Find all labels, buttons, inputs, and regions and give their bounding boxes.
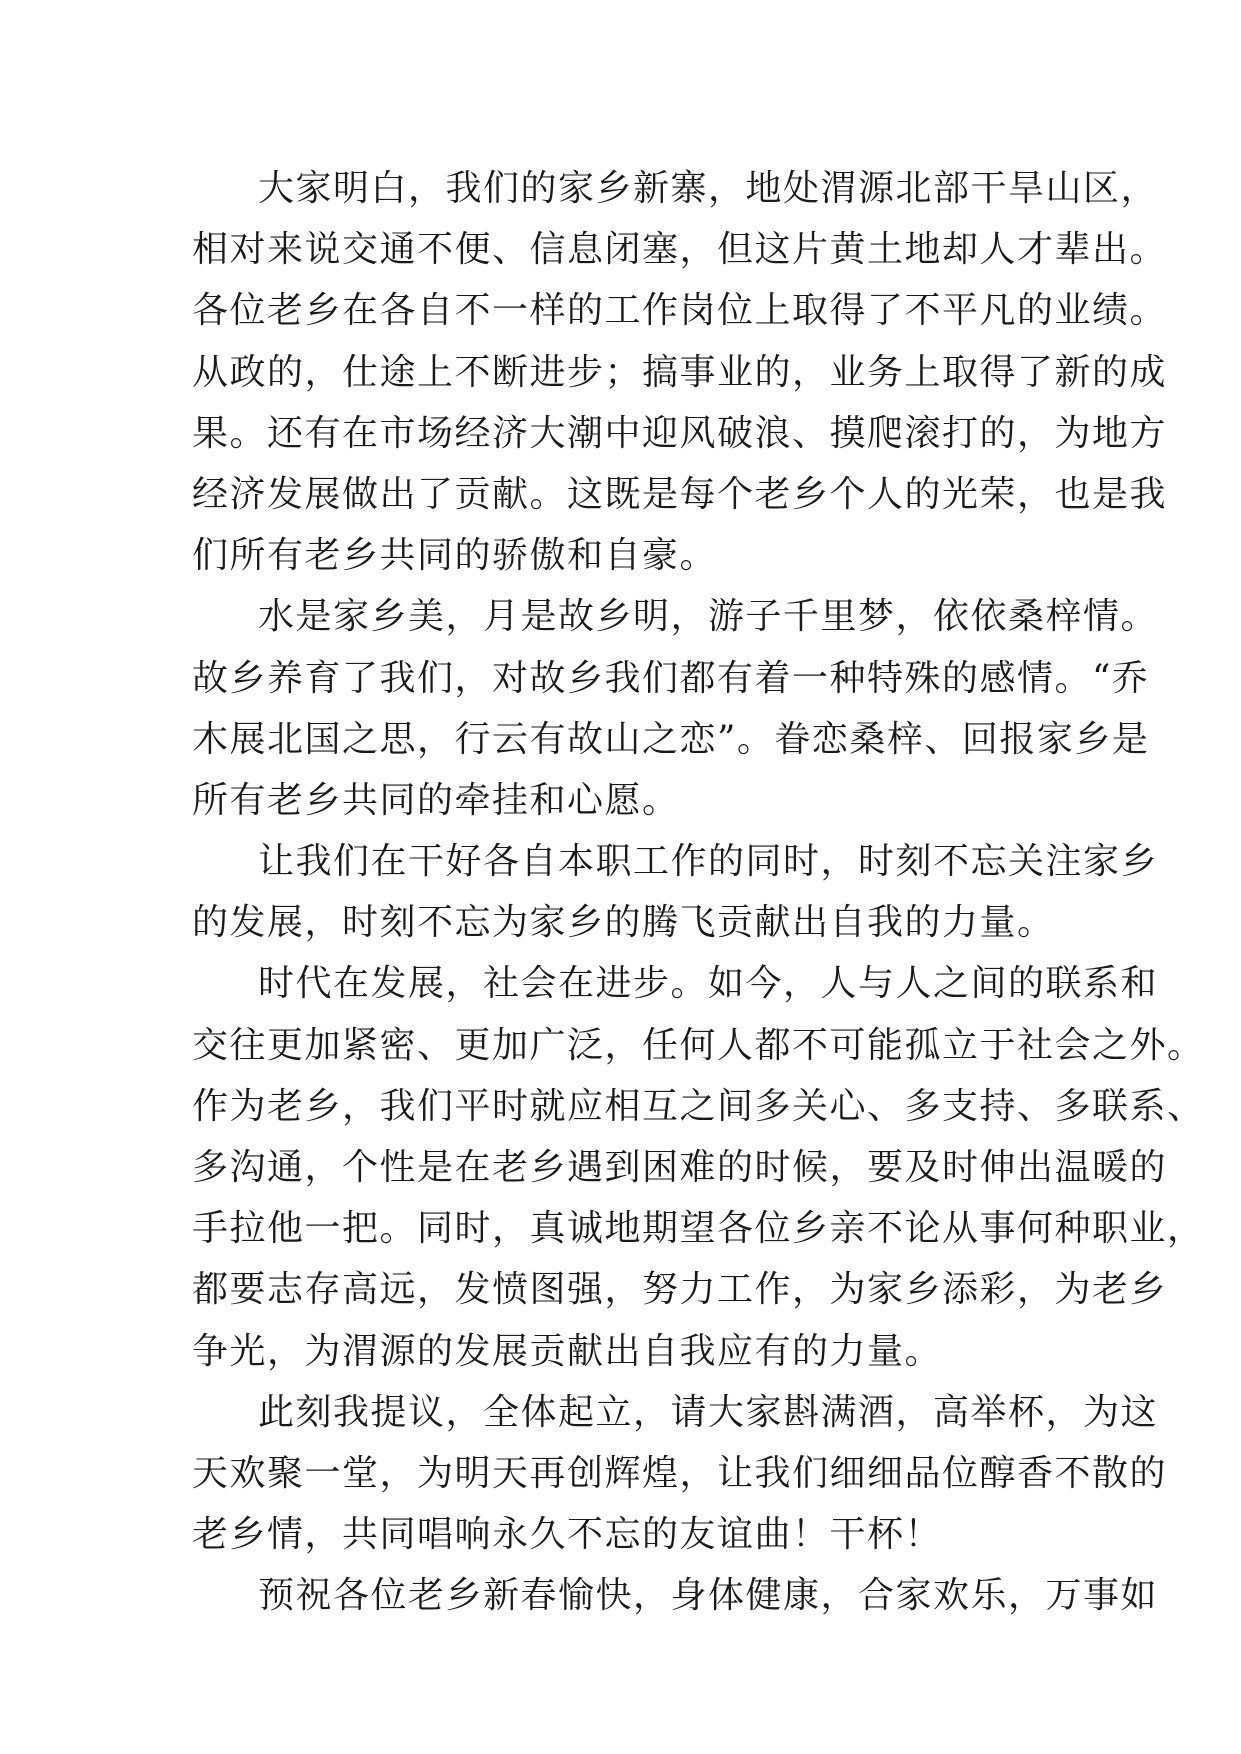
text-line: 预祝各位老乡新春愉快，身体健康，合家欢乐，万事如 bbox=[258, 1575, 1159, 1617]
text-line: 此刻我提议，全体起立，请大家斟满酒，高举杯，为这 bbox=[258, 1391, 1159, 1433]
text-line: 让我们在干好各自本职工作的同时，时刻不忘关注家乡 bbox=[258, 841, 1159, 883]
text-line: 经济发展做出了贡献。这既是每个老乡个人的光荣，也是我 bbox=[192, 473, 1168, 515]
text-line: 所有老乡共同的牵挂和心愿。 bbox=[192, 779, 680, 821]
text-line: 相对来说交通不便、信息闭塞，但这片黄土地却人才辈出。 bbox=[192, 229, 1168, 271]
text-line: 各位老乡在各自不一样的工作岗位上取得了不平凡的业绩。 bbox=[192, 290, 1168, 332]
text-line: 天欢聚一堂，为明天再创辉煌，让我们细细品位醇香不散的 bbox=[192, 1452, 1168, 1494]
paragraph-1 bbox=[192, 158, 1168, 586]
text-line: 作为老乡，我们平时就应相互之间多关心、多支持、多联系、 bbox=[192, 1085, 1205, 1127]
text-line: 水是家乡美，月是故乡明，游子千里梦，依依桑梓情。 bbox=[258, 596, 1159, 638]
text-line: 果。还有在市场经济大潮中迎风破浪、摸爬滚打的，为地方 bbox=[192, 412, 1168, 454]
text-line: 都要志存高远，发愤图强，努力工作，为家乡添彩，为老乡 bbox=[192, 1269, 1168, 1311]
paragraph-4 bbox=[192, 953, 1205, 1381]
text-line: 的发展，时刻不忘为家乡的腾飞贡献出自我的力量。 bbox=[192, 902, 1055, 944]
paragraph-5 bbox=[192, 1382, 1168, 1566]
text-line: 争光，为渭源的发展贡献出自我应有的力量。 bbox=[192, 1330, 943, 1372]
text-line: 手拉他一把。同时，真诚地期望各位乡亲不论从事何种职业， bbox=[192, 1208, 1205, 1250]
text-line: 老乡情，共同唱响永久不忘的友谊曲！干杯！ bbox=[192, 1514, 943, 1556]
text-line: 交往更加紧密、更加广泛，任何人都不可能孤立于社会之外。 bbox=[192, 1024, 1205, 1066]
document-body bbox=[192, 158, 1205, 1627]
text-line: 多沟通，个性是在老乡遇到困难的时候，要及时伸出温暖的 bbox=[192, 1147, 1168, 1188]
paragraph-2 bbox=[192, 586, 1159, 831]
text-line: 木展北国之思，行云有故山之恋”。眷恋桑梓、回报家乡是 bbox=[192, 718, 1150, 760]
text-line: 们所有老乡共同的骄傲和自豪。 bbox=[192, 535, 718, 577]
paragraph-3 bbox=[192, 831, 1159, 953]
text-line: 大家明白，我们的家乡新寨，地处渭源北部干旱山区， bbox=[258, 168, 1159, 209]
text-line: 时代在发展，社会在进步。如今，人与人之间的联系和 bbox=[258, 963, 1159, 1005]
text-line: 故乡养育了我们，对故乡我们都有着一种特殊的感情。“乔 bbox=[192, 657, 1150, 699]
text-line: 从政的，仕途上不断进步；搞事业的，业务上取得了新的成 bbox=[192, 351, 1168, 393]
paragraph-6 bbox=[192, 1565, 1159, 1626]
